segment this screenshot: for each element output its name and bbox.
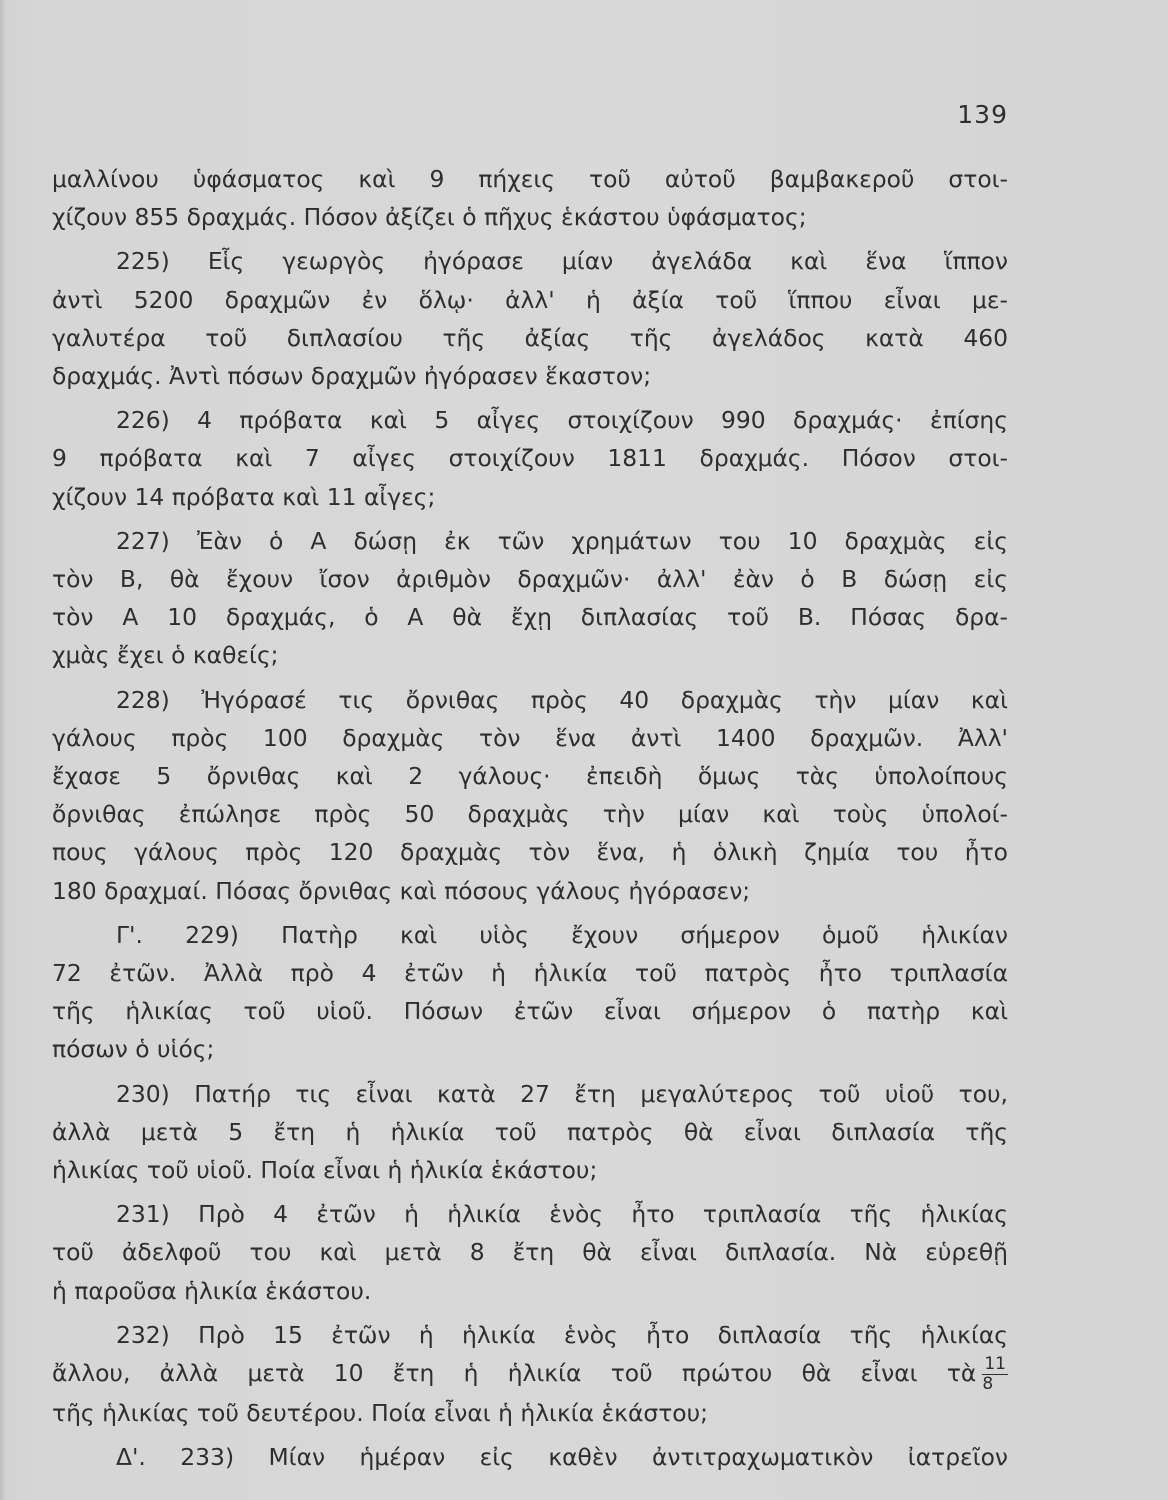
text-line: 9 πρόβατα καὶ 7 αἶγες στοιχίζουν 1811 δραχμάς. Πόσον στοι- xyxy=(52,444,1008,473)
text-line: χίζουν 14 πρόβατα καὶ 11 αἶγες; xyxy=(52,482,436,511)
text-line: ἔχασε 5 ὄρνιθας καὶ 2 γάλους· ἐπειδὴ ὅμως τὰς ὑπολοίπους xyxy=(52,762,1008,791)
paragraph-229 xyxy=(52,916,1008,1069)
text-line: ἡλικίας τοῦ υἱοῦ. Ποία εἶναι ἡ ἡλικία ἑκάστου; xyxy=(52,1156,598,1185)
fraction-numerator: 11 xyxy=(984,1354,1006,1375)
paragraph-226 xyxy=(52,401,1008,516)
text-line: ἀλλὰ μετὰ 5 ἔτη ἡ ἡλικία τοῦ πατρὸς θὰ εἶναι διπλασία τῆς xyxy=(52,1117,1008,1146)
text-line: δραχμάς. Ἀντὶ πόσων δραχμῶν ἠγόρασεν ἕκαστον; xyxy=(52,362,652,391)
paragraph-232 xyxy=(52,1316,1008,1432)
text-line: τοῦ ἀδελφοῦ του καὶ μετὰ 8 ἔτη θὰ εἶναι διπλασία. Νὰ εὑρεθῇ xyxy=(52,1238,1008,1267)
body-text xyxy=(52,160,1008,1483)
text-line: Δ'. 233) Μίαν ἡμέραν εἰς καθὲν ἀντιτραχωματικὸν ἰατρεῖον xyxy=(116,1443,1008,1472)
text-line: 232) Πρὸ 15 ἐτῶν ἡ ἡλικία ἑνὸς ἦτο διπλασία τῆς ἡλικίας xyxy=(116,1320,1008,1349)
fraction-denominator: 8 xyxy=(982,1374,994,1395)
text-line: 180 δραχμαί. Πόσας ὄρνιθας καὶ πόσους γάλους ἠγόρασεν; xyxy=(52,876,751,905)
text-line: χμὰς ἔχει ὁ καθείς; xyxy=(52,641,279,670)
text-line: πους γάλους πρὸς 120 δραχμὰς τὸν ἕνα, ἡ ὁλικὴ ζημία του ἦτο xyxy=(52,838,1008,867)
paragraph-231 xyxy=(52,1195,1008,1310)
text-line: Γ'. 229) Πατὴρ καὶ υἱὸς ἔχουν σήμερον ὁμοῦ ἡλικίαν xyxy=(116,920,1008,949)
page-number: 139 xyxy=(957,100,1008,129)
fraction xyxy=(982,1355,1008,1394)
text-line: ἡ παροῦσα ἡλικία ἑκάστου. xyxy=(52,1276,372,1305)
text-line: γάλους πρὸς 100 δραχμὰς τὸν ἕνα ἀντὶ 1400 δραχμῶν. Ἀλλ' xyxy=(52,723,1008,752)
text-line: τὸν Α 10 δραχμάς, ὁ Α θὰ ἔχῃ διπλασίας τοῦ Β. Πόσας δρα- xyxy=(52,603,1008,632)
paragraph-227 xyxy=(52,522,1008,675)
paragraph-228 xyxy=(52,681,1008,910)
text-line: μαλλίνου ὑφάσματος καὶ 9 πήχεις τοῦ αὐτοῦ βαμβακεροῦ στοι- xyxy=(52,165,1008,193)
text-line: ἀντὶ 5200 δραχμῶν ἐν ὅλῳ· ἀλλ' ἡ ἀξία τοῦ ἵππου εἶναι με- xyxy=(52,285,1008,314)
text-line: χίζουν 855 δραχμάς. Πόσον ἀξίζει ὁ πῆχυς ἑκάστου ὑφάσματος; xyxy=(52,203,807,232)
text-line: τῆς ἡλικίας τοῦ υἱοῦ. Πόσων ἐτῶν εἶναι σήμερον ὁ πατὴρ καὶ xyxy=(52,997,1008,1026)
text-line: 231) Πρὸ 4 ἐτῶν ἡ ἡλικία ἑνὸς ἦτο τριπλασία τῆς ἡλικίας xyxy=(116,1200,1008,1229)
text-line: 227) Ἐὰν ὁ Α δώσῃ ἐκ τῶν χρημάτων του 10 δραχμὰς εἰς xyxy=(116,526,1008,555)
text-line: 228) Ἠγόρασέ τις ὄρνιθας πρὸς 40 δραχμὰς τὴν μίαν καὶ xyxy=(116,685,1008,714)
text-line: 72 ἐτῶν. Ἀλλὰ πρὸ 4 ἐτῶν ἡ ἡλικία τοῦ πατρὸς ἦτο τριπλασία xyxy=(52,959,1008,988)
text-line: 225) Εἷς γεωργὸς ἠγόρασε μίαν ἀγελάδα καὶ ἕνα ἵππον xyxy=(116,247,1008,276)
text-line: γαλυτέρα τοῦ διπλασίου τῆς ἀξίας τῆς ἀγελάδος κατὰ 460 xyxy=(52,323,1008,352)
text-line: 230) Πατήρ τις εἶναι κατὰ 27 ἔτη μεγαλύτερος τοῦ υἱοῦ του, xyxy=(116,1079,1008,1108)
paragraph-continuation xyxy=(52,160,1008,236)
paragraph-233 xyxy=(52,1438,1008,1476)
text-line: πόσων ὁ υἱός; xyxy=(52,1035,215,1064)
paragraph-230 xyxy=(52,1075,1008,1190)
paragraph-225 xyxy=(52,242,1008,395)
text-line: ὄρνιθας ἐπώλησε πρὸς 50 δραχμὰς τὴν μίαν καὶ τοὺς ὑπολοί- xyxy=(52,800,1008,829)
text-segment: ἄλλου, ἀλλὰ μετὰ 10 ἔτη ἡ ἡλικία τοῦ πρώτου θὰ εἶναι τὰ xyxy=(52,1359,977,1388)
text-line: 226) 4 πρόβατα καὶ 5 αἶγες στοιχίζουν 990 δραχμάς· ἐπίσης xyxy=(116,406,1008,435)
text-line xyxy=(52,1354,1008,1394)
text-line: τῆς ἡλικίας τοῦ δευτέρου. Ποία εἶναι ἡ ἡλικία ἑκάστου; xyxy=(52,1399,709,1428)
text-line: τὸν Β, θὰ ἔχουν ἴσον ἀριθμὸν δραχμῶν· ἀλλ' ἐὰν ὁ Β δώσῃ εἰς xyxy=(52,565,1008,594)
